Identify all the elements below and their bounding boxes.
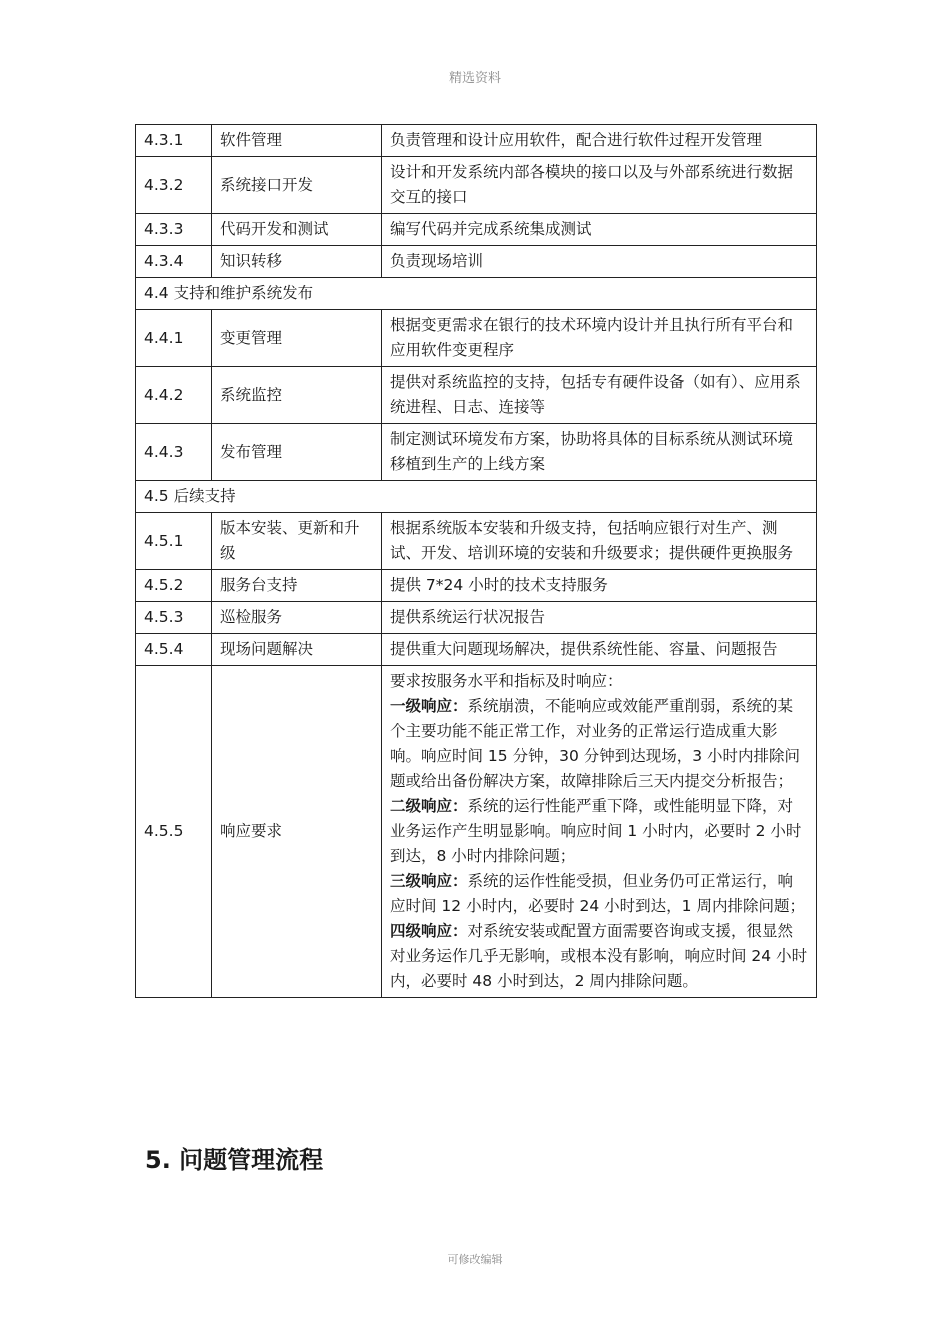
level-text: 对系统安装或配置方面需要咨询或支援，很显然对业务运作几乎无影响，或根本没有影响，响应时间 24 小时内，必要时 48 小时到达，2 周内排除问题。 (390, 922, 808, 990)
level-label: 一级响应： (390, 697, 468, 715)
level-text: 系统崩溃，不能响应或效能严重削弱，系统的某个主要功能不能正常工作，对业务的正常运行造成重大影响。响应时间 15 分钟，30 分钟到达现场，3 小时内排除问题或给出备份解决方案，故障排除后三天内提交分析报告； (390, 697, 801, 790)
row-num: 4.4.2 (136, 367, 212, 424)
row-name: 发布管理 (212, 424, 382, 481)
response-level (390, 919, 808, 994)
row-name: 系统接口开发 (212, 157, 382, 214)
table-row (136, 513, 817, 570)
response-name: 响应要求 (212, 666, 382, 998)
response-num: 4.5.5 (136, 666, 212, 998)
response-level (390, 694, 808, 794)
row-desc: 设计和开发系统内部各模块的接口以及与外部系统进行数据交互的接口 (382, 157, 817, 214)
section-label: 4.4 支持和维护系统发布 (136, 278, 817, 310)
response-intro: 要求按服务水平和指标及时响应： (390, 672, 623, 690)
section-row (136, 278, 817, 310)
level-label: 四级响应： (390, 922, 468, 940)
header-watermark: 精选资料 (448, 71, 501, 86)
row-num: 4.4.3 (136, 424, 212, 481)
row-num: 4.5.3 (136, 602, 212, 634)
table-row (136, 367, 817, 424)
footer-watermark: 可修改编辑 (447, 1253, 503, 1266)
row-name: 代码开发和测试 (212, 214, 382, 246)
row-name: 系统监控 (212, 367, 382, 424)
row-name: 版本安装、更新和升级 (212, 513, 382, 570)
table-row (136, 310, 817, 367)
service-table (135, 124, 817, 998)
row-name: 软件管理 (212, 125, 382, 157)
level-label: 二级响应： (390, 797, 468, 815)
row-num: 4.3.3 (136, 214, 212, 246)
row-name: 变更管理 (212, 310, 382, 367)
row-desc: 提供对系统监控的支持，包括专有硬件设备（如有）、应用系统进程、日志、连接等 (382, 367, 817, 424)
section-label: 4.5 后续支持 (136, 481, 817, 513)
row-num: 4.4.1 (136, 310, 212, 367)
table-row (136, 634, 817, 666)
row-num: 4.5.4 (136, 634, 212, 666)
level-text: 系统的运行性能严重下降，或性能明显下降，对业务运作产生明显影响。响应时间 1 小时内，必要时 2 小时到达，8 小时内排除问题； (390, 797, 802, 865)
level-text: 系统的运作性能受损，但业务仍可正常运行，响应时间 12 小时内，必要时 24 小时到达，1 周内排除问题； (390, 872, 805, 915)
response-desc (382, 666, 817, 998)
table-row (136, 570, 817, 602)
table-row (136, 214, 817, 246)
table-row (136, 125, 817, 157)
section-row (136, 481, 817, 513)
row-num: 4.3.2 (136, 157, 212, 214)
response-level (390, 869, 808, 919)
table-row (136, 602, 817, 634)
row-num: 4.5.1 (136, 513, 212, 570)
row-desc: 提供重大问题现场解决，提供系统性能、容量、问题报告 (382, 634, 817, 666)
table-row (136, 424, 817, 481)
row-desc: 编写代码并完成系统集成测试 (382, 214, 817, 246)
response-level (390, 794, 808, 869)
row-desc: 根据系统版本安装和升级支持，包括响应银行对生产、测试、开发、培训环境的安装和升级要求；提供硬件更换服务 (382, 513, 817, 570)
row-name: 知识转移 (212, 246, 382, 278)
section-heading: 5. 问题管理流程 (145, 1146, 324, 1174)
table-row (136, 157, 817, 214)
row-desc: 根据变更需求在银行的技术环境内设计并且执行所有平台和应用软件变更程序 (382, 310, 817, 367)
level-label: 三级响应： (390, 872, 468, 890)
service-table-body (136, 125, 817, 998)
row-name: 现场问题解决 (212, 634, 382, 666)
row-desc: 提供系统运行状况报告 (382, 602, 817, 634)
table-row (136, 246, 817, 278)
row-name: 服务台支持 (212, 570, 382, 602)
row-num: 4.3.4 (136, 246, 212, 278)
row-name: 巡检服务 (212, 602, 382, 634)
response-row (136, 666, 817, 998)
row-num: 4.3.1 (136, 125, 212, 157)
row-desc: 负责管理和设计应用软件，配合进行软件过程开发管理 (382, 125, 817, 157)
row-desc: 负责现场培训 (382, 246, 817, 278)
row-desc: 提供 7*24 小时的技术支持服务 (382, 570, 817, 602)
row-num: 4.5.2 (136, 570, 212, 602)
row-desc: 制定测试环境发布方案，协助将具体的目标系统从测试环境移植到生产的上线方案 (382, 424, 817, 481)
